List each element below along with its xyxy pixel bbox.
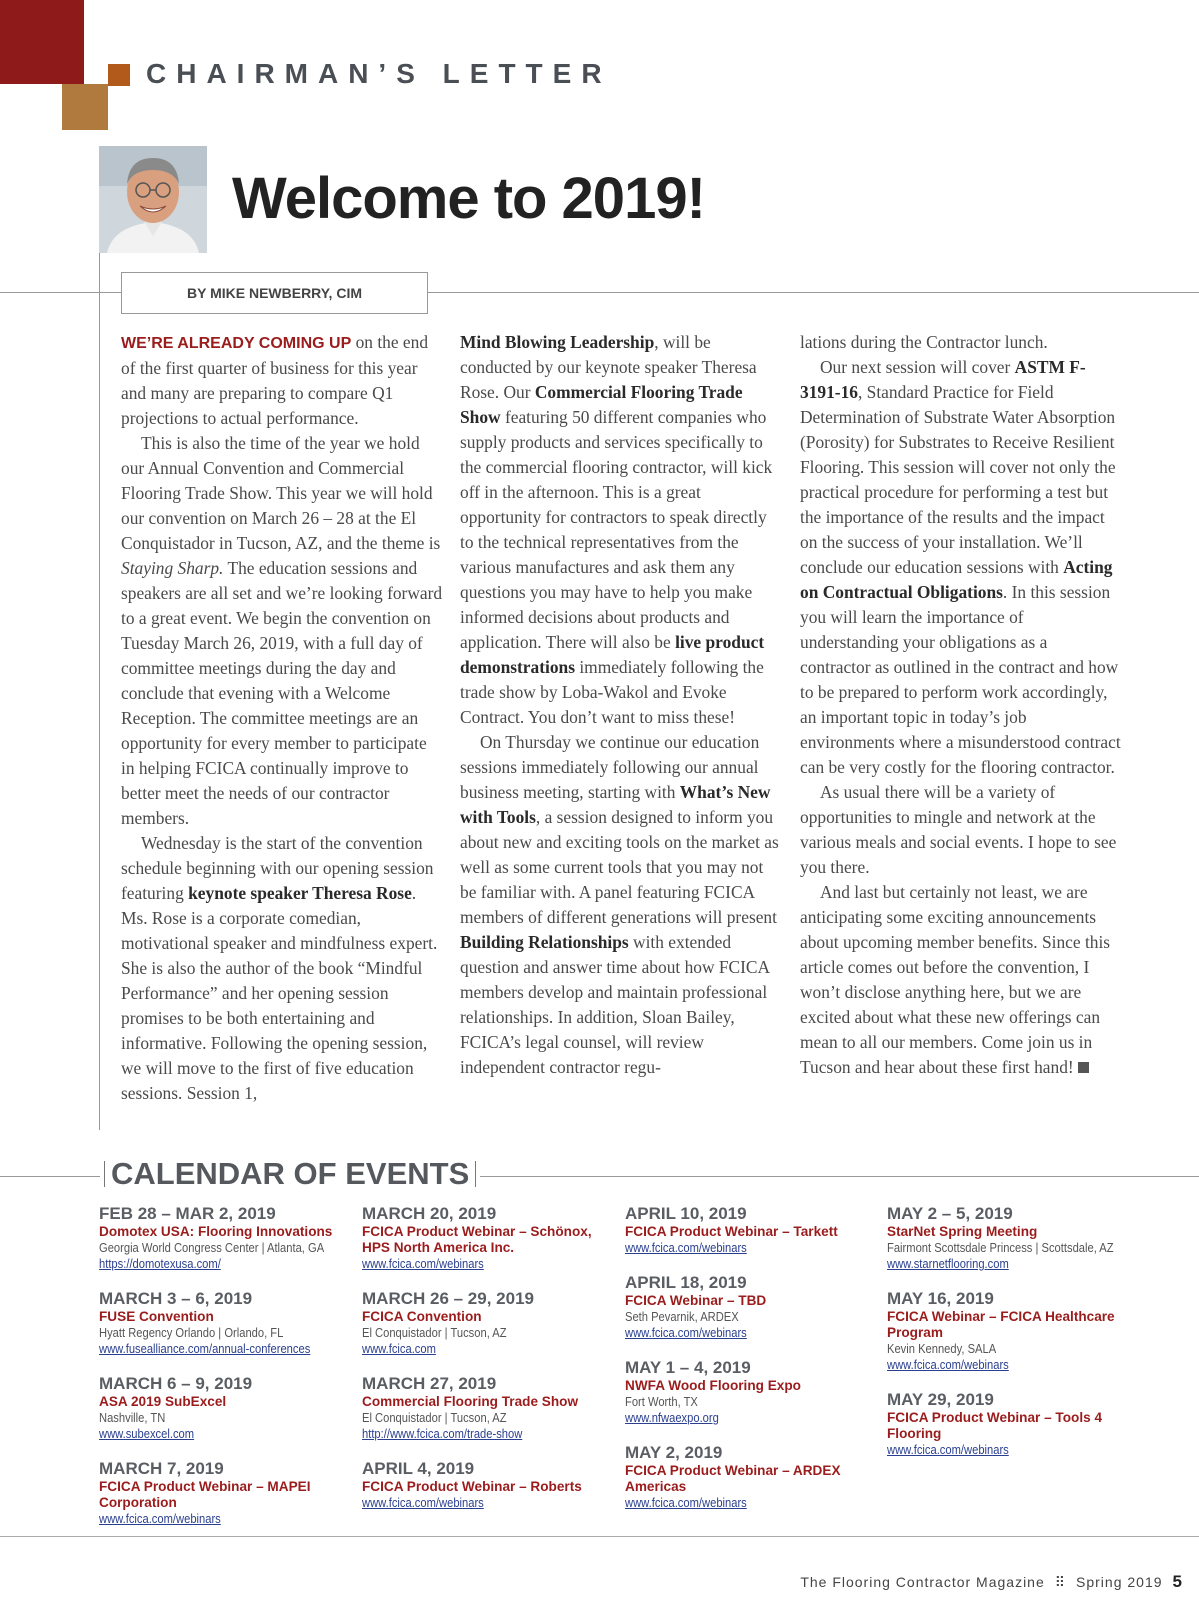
bold-text: ASTM F-3191-16 <box>800 357 1086 402</box>
calendar-event <box>625 1204 877 1256</box>
event-date: MARCH 6 – 9, 2019 <box>99 1374 253 1393</box>
calendar-event <box>625 1273 877 1341</box>
paragraph-text: on the end of the first quarter of business for this year and many are preparing to compare Q1 projections to actual performance. <box>121 332 429 428</box>
paragraph-text: , Standard Practice for Field Determination of Substrate Water Absorption (Porosity) for Substrates to Receive Resilient Flooring. This session will cover not only the practical procedure for performing a test but the importance of the results and the impact on the success of your installation. We’ll conclude our education sessions with <box>800 382 1116 577</box>
calendar-header <box>100 1156 480 1192</box>
event-detail: El Conquistador | Tucson, AZ <box>362 1410 507 1425</box>
section-label: CHAIRMAN’S LETTER <box>146 58 612 89</box>
issue-label: Spring 2019 <box>1076 1574 1163 1590</box>
paragraph-text: . In this session you will learn the importance of understanding your obligations as a contractor as outlined in the contract and how to be prepared to perform work accordingly, an important topic in today’s job environments where a misunderstood contract can be very costly for the flooring contractor. <box>800 582 1121 777</box>
magazine-name: The Flooring Contractor Magazine <box>800 1574 1045 1590</box>
article-column-1 <box>121 330 443 1106</box>
event-date: MARCH 20, 2019 <box>362 1204 497 1223</box>
paragraph-text: Wednesday is the start of the convention schedule beginning with our opening session featuring <box>121 833 434 903</box>
calendar-event <box>99 1459 351 1527</box>
paragraph-text: featuring 50 different companies who supply products and services specifically to the commercial flooring contractor, will kick off in the afternoon. This is a great opportunity for contractors to speak directly to the technical representatives from the various manufactures and ask them any questions you may have to help you make informed decisions about products and application. There will also be <box>460 407 773 652</box>
paragraph-text: And last but certainly not least, we are anticipating some exciting announcements about upcoming member benefits. Since this article comes out before the convention, I won’t disclose anything here, but we are excited about what these new offerings can mean to all our members. Come join us in Tucson and hear about these first hand! <box>800 882 1111 1077</box>
event-link[interactable]: www.fusealliance.com/annual-conferences <box>99 1341 311 1356</box>
paragraph-text: This is also the time of the year we hold our Annual Convention and Commercial Flooring Trade Show. This year we will hold our convention on March 26 – 28 at the El Conquistador in Tucson, AZ, and the theme is <box>121 433 441 553</box>
calendar-column <box>362 1204 614 1528</box>
event-date: APRIL 18, 2019 <box>625 1273 747 1292</box>
page-number: 5 <box>1172 1572 1183 1591</box>
event-date: MARCH 27, 2019 <box>362 1374 497 1393</box>
event-name: FCICA Convention <box>362 1309 482 1324</box>
bold-text: keynote speaker Theresa Rose <box>188 883 412 903</box>
event-link[interactable]: https://domotexusa.com/ <box>99 1256 221 1271</box>
event-link[interactable]: www.fcica.com/webinars <box>362 1495 484 1510</box>
section-bullet <box>108 64 130 86</box>
theme-text: Staying Sharp. <box>121 558 224 578</box>
event-detail: Nashville, TN <box>99 1410 166 1425</box>
event-link[interactable]: www.fcica.com <box>362 1341 436 1356</box>
event-name: FCICA Product Webinar – Tools 4 Flooring <box>887 1410 1103 1441</box>
event-date: MARCH 7, 2019 <box>99 1459 224 1478</box>
event-name: FCICA Webinar – FCICA Healthcare Program <box>887 1309 1115 1340</box>
paragraph-text: As usual there will be a variety of opportunities to mingle and network at the various meals and social events. I hope to see you there. <box>800 782 1117 877</box>
event-date: APRIL 4, 2019 <box>362 1459 475 1478</box>
event-link[interactable]: www.fcica.com/webinars <box>625 1325 747 1340</box>
calendar-event <box>362 1204 614 1272</box>
footer-separator: ⠿ <box>1054 1573 1067 1590</box>
calendar-column <box>887 1204 1139 1475</box>
event-date: MARCH 26 – 29, 2019 <box>362 1289 534 1308</box>
page-footer <box>800 1572 1183 1592</box>
event-date: MAY 2 – 5, 2019 <box>887 1204 1013 1223</box>
event-detail: Kevin Kennedy, SALA <box>887 1341 997 1356</box>
event-name: StarNet Spring Meeting <box>887 1224 1038 1239</box>
article-column-2 <box>460 330 782 1080</box>
corner-decoration-tan <box>62 84 108 130</box>
paragraph-text: immediately following the trade show by Loba-Wakol and Evoke Contract. You don’t want to miss these! <box>460 657 764 727</box>
calendar-column <box>625 1204 877 1528</box>
event-name: FCICA Product Webinar – ARDEX Americas <box>625 1463 841 1494</box>
margin-rule <box>99 250 100 1130</box>
bold-text: Commercial Flooring Trade Show <box>460 382 743 427</box>
calendar-event <box>362 1459 614 1511</box>
event-date: MAY 2, 2019 <box>625 1443 723 1462</box>
event-detail: Fairmont Scottsdale Princess | Scottsdale, AZ <box>887 1240 1114 1255</box>
paragraph-text: . Ms. Rose is a corporate comedian, motivational speaker and mindfulness expert. She is also the author of the book “Mindful Performance” and her opening session promises to be both entertaining and informative. Following the opening session, we will move to the first of five education sessions. Session 1, <box>121 883 438 1103</box>
calendar-event <box>99 1374 351 1442</box>
lead-in: WE’RE ALREADY COMING UP <box>121 335 352 352</box>
bold-text: Building Relationships <box>460 932 629 952</box>
calendar-event <box>887 1289 1139 1373</box>
event-name: FCICA Product Webinar – MAPEI Corporation <box>99 1479 311 1510</box>
event-detail: Georgia World Congress Center | Atlanta, GA <box>99 1240 325 1255</box>
event-detail: Fort Worth, TX <box>625 1394 698 1409</box>
event-link[interactable]: www.fcica.com/webinars <box>887 1357 1009 1372</box>
bold-text: Acting on Contractual Obligations <box>800 557 1113 602</box>
event-name: FCICA Product Webinar – Tarkett <box>625 1224 838 1239</box>
calendar-event <box>887 1204 1139 1272</box>
paragraph-text: , a session designed to inform you about new and exciting tools on the market as well as some current tools that you may not be familiar with. A panel featuring FCICA members of different generations will present <box>460 807 779 927</box>
event-link[interactable]: http://www.fcica.com/trade-show <box>362 1426 523 1441</box>
event-detail: El Conquistador | Tucson, AZ <box>362 1325 507 1340</box>
title-tick <box>475 1161 476 1187</box>
event-link[interactable]: www.starnetflooring.com <box>887 1256 1009 1271</box>
event-name: FCICA Product Webinar – Roberts <box>362 1479 582 1494</box>
calendar-event <box>99 1204 351 1272</box>
calendar-event <box>362 1374 614 1442</box>
event-name: NWFA Wood Flooring Expo <box>625 1378 801 1393</box>
event-link[interactable]: www.fcica.com/webinars <box>99 1511 221 1526</box>
event-name: Commercial Flooring Trade Show <box>362 1394 579 1409</box>
page-title: Welcome to 2019! <box>232 166 705 231</box>
event-date: MARCH 3 – 6, 2019 <box>99 1289 253 1308</box>
end-mark <box>1078 1062 1089 1073</box>
calendar-event <box>99 1289 351 1357</box>
calendar-event <box>887 1390 1139 1458</box>
paragraph-text: Our next session will cover <box>820 357 1015 377</box>
paragraph-text: lations during the Contractor lunch. <box>800 332 1048 352</box>
event-link[interactable]: www.fcica.com/webinars <box>887 1442 1009 1457</box>
corner-decoration-red <box>0 0 84 84</box>
calendar-event <box>625 1358 877 1426</box>
calendar-event <box>625 1443 877 1511</box>
paragraph-text: , will be conducted by our keynote speaker Theresa Rose. Our <box>460 332 757 402</box>
event-date: FEB 28 – MAR 2, 2019 <box>99 1204 276 1223</box>
event-date: MAY 16, 2019 <box>887 1289 994 1308</box>
event-detail: Seth Pevarnik, ARDEX <box>625 1309 739 1324</box>
event-link[interactable]: www.nfwaexpo.org <box>625 1410 719 1425</box>
article-column-3 <box>800 330 1122 1080</box>
event-link[interactable]: www.fcica.com/webinars <box>625 1240 747 1255</box>
calendar-event <box>362 1289 614 1357</box>
event-name: FCICA Webinar – TBD <box>625 1293 767 1308</box>
paragraph-text: with extended question and answer time about how FCICA members develop and maintain professional relationships. In addition, Sloan Bailey, FCICA’s legal counsel, will review independent contractor regu- <box>460 932 770 1077</box>
bold-text: live product demonstrations <box>460 632 765 677</box>
event-date: APRIL 10, 2019 <box>625 1204 747 1223</box>
byline: BY MIKE NEWBERRY, CIM <box>121 272 428 314</box>
event-detail: Hyatt Regency Orlando | Orlando, FL <box>99 1325 284 1340</box>
event-link[interactable]: www.fcica.com/webinars <box>625 1495 747 1510</box>
bold-text: What’s New with Tools <box>460 782 771 827</box>
event-date: MAY 29, 2019 <box>887 1390 994 1409</box>
footer-rule <box>0 1536 1199 1537</box>
paragraph-text: The education sessions and speakers are all set and we’re looking forward to a great event. We begin the convention on Tuesday March 26, 2019, with a full day of committee meetings during the day and conclude that evening with a Welcome Reception. The committee meetings are an opportunity for every member to participate in helping FCICA continually improve to better meet the needs of our contractor members. <box>121 558 443 828</box>
event-name: ASA 2019 SubExcel <box>99 1394 227 1409</box>
event-name: Domotex USA: Flooring Innovations <box>99 1224 333 1239</box>
author-photo <box>99 146 207 253</box>
event-link[interactable]: www.fcica.com/webinars <box>362 1256 484 1271</box>
event-name: FUSE Convention <box>99 1309 214 1324</box>
bold-text: Mind Blowing Leadership <box>460 332 655 352</box>
event-date: MAY 1 – 4, 2019 <box>625 1358 751 1377</box>
paragraph-text: On Thursday we continue our education sessions immediately following our annual business meeting, starting with <box>460 732 760 802</box>
calendar-title: CALENDAR OF EVENTS <box>111 1156 470 1191</box>
calendar-column <box>99 1204 351 1544</box>
event-name: FCICA Product Webinar – Schönox, HPS North America Inc. <box>362 1224 592 1255</box>
event-link[interactable]: www.subexcel.com <box>99 1426 195 1441</box>
